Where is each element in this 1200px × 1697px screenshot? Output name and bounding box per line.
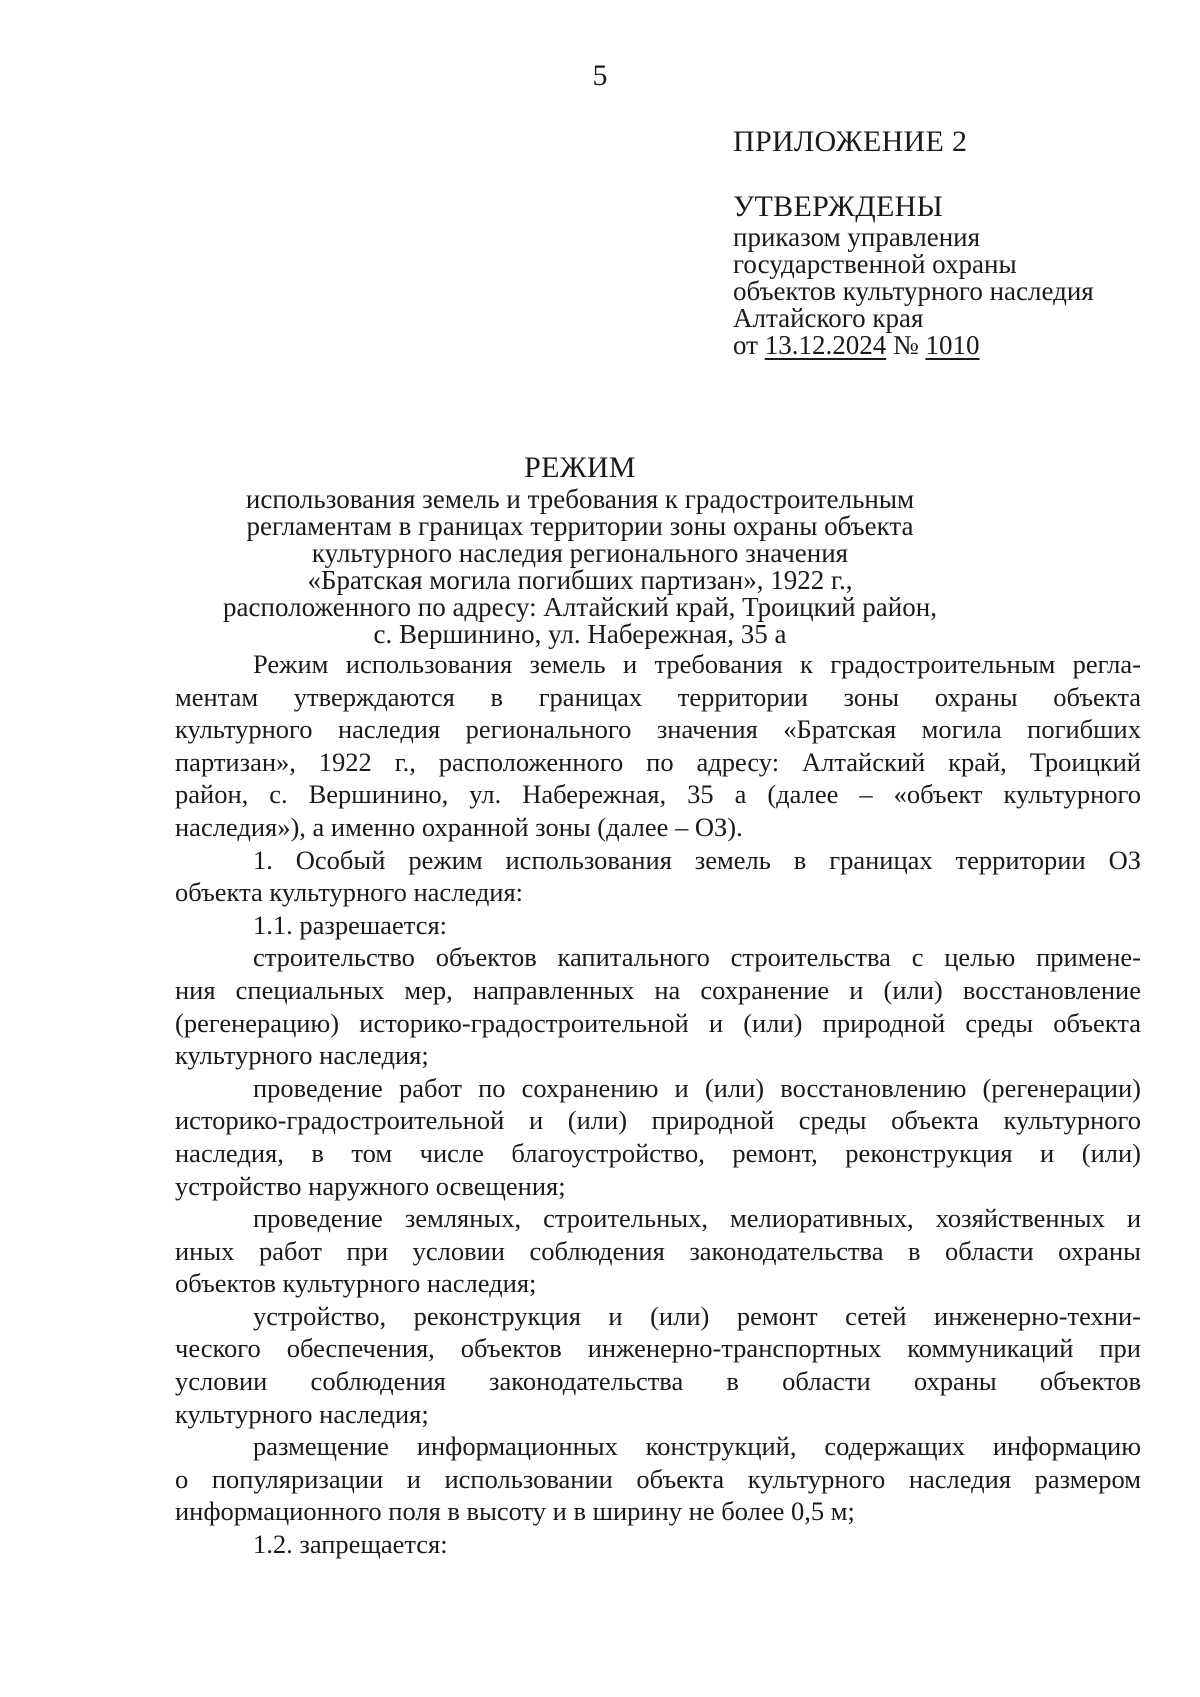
document-title-block (150, 450, 1010, 648)
body-line: условии соблюдения законодательства в области охраны объектов (175, 1366, 1141, 1397)
body-line: (регенерацию) историко-градостроительной и (или) природной среды объекта (175, 1007, 1141, 1038)
body-line: о популяризации и использовании объекта культурного наследия размером (175, 1463, 1141, 1494)
body-line: размещение информационных конструкций, содержащих информацию (253, 1431, 1141, 1462)
document-body (175, 648, 1141, 1561)
approval-number-sign: № (886, 330, 926, 360)
document-title: РЕЖИМ (524, 451, 636, 484)
appendix-heading: ПРИЛОЖЕНИЕ 2 (733, 125, 968, 158)
body-line: 1.1. разрешается: (253, 909, 448, 940)
body-line: историко-градостроительной и (или) природной среды объекта культурного (175, 1105, 1141, 1136)
body-line: объекта культурного наследия: (175, 877, 524, 908)
body-line: партизан», 1922 г., расположенного по адресу: Алтайский край, Троицкий (175, 746, 1141, 777)
body-line: ния специальных мер, направленных на сохранение и (или) восстановление (175, 974, 1141, 1005)
approval-number: 1010 (925, 330, 980, 360)
approval-title: УТВЕРЖДЕНЫ (733, 190, 944, 223)
body-line: ментам утверждаются в границах территории зоны охраны объекта (175, 681, 1141, 712)
body-line: проведение земляных, строительных, мелиоративных, хозяйственных и (253, 1203, 1141, 1234)
approval-line: государственной охраны (733, 249, 1017, 279)
body-line: проведение работ по сохранению и (или) восстановлению (регенерации) (253, 1072, 1141, 1103)
body-line: иных работ при условии соблюдения законодательства в области охраны (175, 1235, 1141, 1266)
body-line: Режим использования земель и требования к градостроительным регла- (253, 649, 1141, 679)
document-subtitle-line: с. Вершинино, ул. Набережная, 35 а (373, 619, 787, 649)
body-line: район, с. Вершинино, ул. Набережная, 35 а (далее – «объект культурного (175, 779, 1141, 810)
document-subtitle-line: расположенного по адресу: Алтайский край, Троицкий район, (223, 592, 937, 622)
body-line: 1. Особый режим использования земель в границах территории ОЗ (253, 844, 1141, 875)
body-line: культурного наследия регионального значения «Братская могила погибших (175, 714, 1141, 745)
body-line: объектов культурного наследия; (175, 1268, 537, 1299)
body-line: культурного наследия; (175, 1398, 429, 1429)
body-line: строительство объектов капитального строительства с целью примене- (253, 942, 1141, 973)
document-subtitle-line: «Братская могила погибших партизан», 1922 г., (307, 565, 853, 595)
approval-date-prefix: от (733, 330, 765, 360)
document-subtitle-line: культурного наследия регионального значения (311, 538, 849, 568)
body-line: устройство, реконструкция и (или) ремонт сетей инженерно-техни- (253, 1300, 1141, 1331)
approval-date-line (733, 332, 1094, 359)
document-subtitle-line: использования земель и требования к градостроительным (245, 484, 915, 514)
approval-date: 13.12.2024 (764, 330, 887, 360)
body-line: культурного наследия; (175, 1040, 429, 1071)
approval-line: объектов культурного наследия (733, 276, 1094, 306)
page-number: 5 (592, 59, 608, 92)
body-line: устройство наружного освещения; (175, 1170, 566, 1201)
body-line: наследия»), а именно охранной зоны (далее – ОЗ). (175, 811, 743, 842)
body-line: 1.2. запрещается: (253, 1529, 448, 1560)
approval-line: Алтайского края (733, 303, 924, 333)
approval-line: приказом управления (733, 222, 981, 252)
body-line: информационного поля в высоту и в ширину не более 0,5 м; (175, 1496, 855, 1527)
body-line: наследия, в том числе благоустройство, ремонт, реконструкция и (или) (175, 1137, 1141, 1168)
document-subtitle-line: регламентам в границах территории зоны охраны объекта (246, 511, 914, 541)
approval-block (733, 190, 1094, 359)
body-line: ческого обеспечения, объектов инженерно-транспортных коммуникаций при (175, 1333, 1141, 1364)
